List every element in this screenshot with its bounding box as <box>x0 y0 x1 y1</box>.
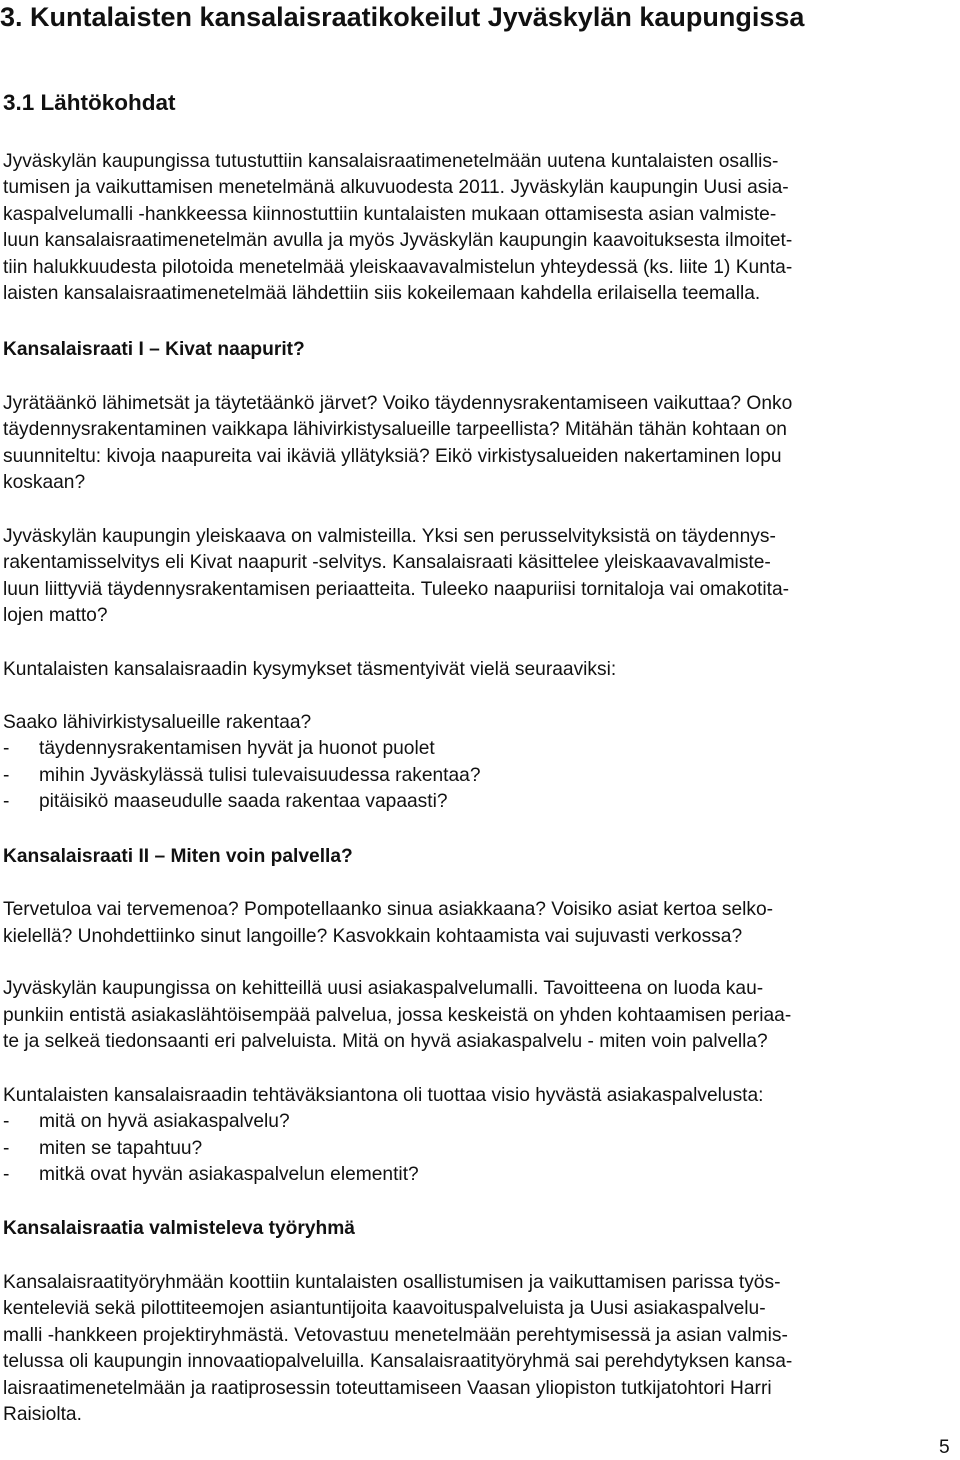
raati-1-questions-line: suunniteltu: kivoja naapureita vai ikäviä yllätyksiä? Eikö virkistysalueiden nakertaminen lopu <box>3 446 782 467</box>
chapter-heading: 3. Kuntalaisten kansalaisraatikokeilut Jyväskylän kaupungissa <box>0 2 805 32</box>
list-dash: - <box>3 1138 10 1159</box>
list-dash: - <box>3 765 10 786</box>
intro-paragraph-line: kaspalvelumalli -hankkeessa kiinnostuttiin kuntalaisten mukaan ottamisesta asian valmiste- <box>3 204 777 225</box>
raati-2-title: Kansalaisraati II – Miten voin palvella? <box>3 846 353 867</box>
list-item-text: mitkä ovat hyvän asiakaspalvelun elementit? <box>39 1164 419 1185</box>
working-group-line: kenteleviä sekä pilottiteemojen asiantuntijoita kaavoituspalveluista ja Uusi asiakaspalvelu- <box>3 1298 766 1319</box>
working-group-line: Raisiolta. <box>3 1404 82 1425</box>
page-number: 5 <box>939 1437 950 1458</box>
raati-1-questions-line: täydennysrakentaminen vaikkapa lähivirkistysalueille tarpeellista? Mitähän tähän kohtaan on <box>3 419 787 440</box>
raati-2-task-intro: Kuntalaisten kansalaisraadin tehtäväksiantona oli tuottaa visio hyvästä asiakaspalvelusta: <box>3 1085 764 1106</box>
working-group-title: Kansalaisraatia valmisteleva työryhmä <box>3 1218 355 1239</box>
raati-2-list-item <box>3 1109 290 1135</box>
list-dash: - <box>3 738 10 759</box>
list-dash: - <box>3 1164 10 1185</box>
working-group-line: laisraatimenetelmään ja raatiprosessin toteuttamiseen Vaasan yliopiston tutkijatohtori Harri <box>3 1378 772 1399</box>
raati-1-list-item <box>3 763 481 789</box>
raati-1-background-line: lojen matto? <box>3 605 108 626</box>
raati-2-questions-line: Tervetuloa vai tervemenoa? Pompotellaanko sinua asiakkaana? Voisiko asiat kertoa selko- <box>3 899 774 920</box>
raati-1-background-line: luun liittyviä täydennysrakentamisen periaatteita. Tuleeko naapuriisi tornitaloja vai omakotita- <box>3 579 790 600</box>
list-dash: - <box>3 791 10 812</box>
raati-2-questions-line: kielellä? Unohdettiinko sinut langoille? Kasvokkain kohtaamista vai sujuvasti verkossa? <box>3 926 743 947</box>
raati-2-background-line: te ja selkeä tiedonsaanti eri palveluista. Mitä on hyvä asiakaspalvelu - miten voin palvella? <box>3 1031 768 1052</box>
raati-2-background-line: Jyväskylän kaupungissa on kehitteillä uusi asiakaspalvelumalli. Tavoitteena on luoda kau- <box>3 978 764 999</box>
list-item-text: mitä on hyvä asiakaspalvelu? <box>39 1111 290 1132</box>
raati-2-list-item <box>3 1136 202 1162</box>
intro-paragraph-line: luun kansalaisraatimenetelmän avulla ja myös Jyväskylän kaupungin kaavoituksesta ilmoitet- <box>3 230 793 251</box>
working-group-line: Kansalaisraatityöryhmään koottiin kuntalaisten osallistumisen ja vaikuttamisen parissa työs- <box>3 1272 781 1293</box>
raati-1-title: Kansalaisraati I – Kivat naapurit? <box>3 339 305 360</box>
intro-paragraph-line: Jyväskylän kaupungissa tutustuttiin kansalaisraatimenetelmään uutena kuntalaisten osallis- <box>3 151 779 172</box>
raati-1-list-item <box>3 736 435 762</box>
intro-paragraph-line: tumisen ja vaikuttamisen menetelmänä alkuvuodesta 2011. Jyväskylän kaupungin Uusi asia- <box>3 177 789 198</box>
raati-1-background-line: rakentamisselvitys eli Kivat naapurit -selvitys. Kansalaisraati käsittelee yleiskaavavalmiste- <box>3 552 771 573</box>
raati-2-background-line: punkiin entistä asiakaslähtöisempää palvelua, jossa keskeistä on yhden kohtaamisen periaa- <box>3 1005 792 1026</box>
raati-1-list-item <box>3 789 448 815</box>
raati-1-questions-line: koskaan? <box>3 472 86 493</box>
intro-paragraph-line: tiin halukkuudesta pilotoida menetelmää yleiskaavavalmistelun yhteydessä (ks. liite 1) Kunta- <box>3 257 793 278</box>
working-group-line: malli -hankkeen projektiryhmästä. Vetovastuu menetelmään perehtymisessä ja asian valmis- <box>3 1325 788 1346</box>
raati-1-background-line: Jyväskylän kaupungin yleiskaava on valmisteilla. Yksi sen perusselvityksistä on täydennys- <box>3 526 776 547</box>
working-group-line: telussa oli kaupungin innovaatiopalveluilla. Kansalaisraatityöryhmä sai perehdytyksen kansa- <box>3 1351 793 1372</box>
list-item-text: mihin Jyväskylässä tulisi tulevaisuudessa rakentaa? <box>39 765 481 786</box>
raati-2-list-item <box>3 1162 419 1188</box>
list-item-text: pitäisikö maaseudulle saada rakentaa vapaasti? <box>39 791 448 812</box>
raati-1-specified-intro: Kuntalaisten kansalaisraadin kysymykset täsmentyivät vielä seuraaviksi: <box>3 659 617 680</box>
list-item-text: miten se tapahtuu? <box>39 1138 203 1159</box>
list-item-text: täydennysrakentamisen hyvät ja huonot puolet <box>39 738 435 759</box>
intro-paragraph-line: laisten kansalaisraatimenetelmää lähdettiin siis kokeilemaan kahdella erilaisella teemalla. <box>3 283 761 304</box>
raati-1-main-question: Saako lähivirkistysalueille rakentaa? <box>3 712 312 733</box>
section-heading: 3.1 Lähtökohdat <box>3 90 176 115</box>
raati-1-questions-line: Jyrätäänkö lähimetsät ja täytetäänkö järvet? Voiko täydennysrakentamiseen vaikuttaa? Onko <box>3 393 793 414</box>
list-dash: - <box>3 1111 10 1132</box>
